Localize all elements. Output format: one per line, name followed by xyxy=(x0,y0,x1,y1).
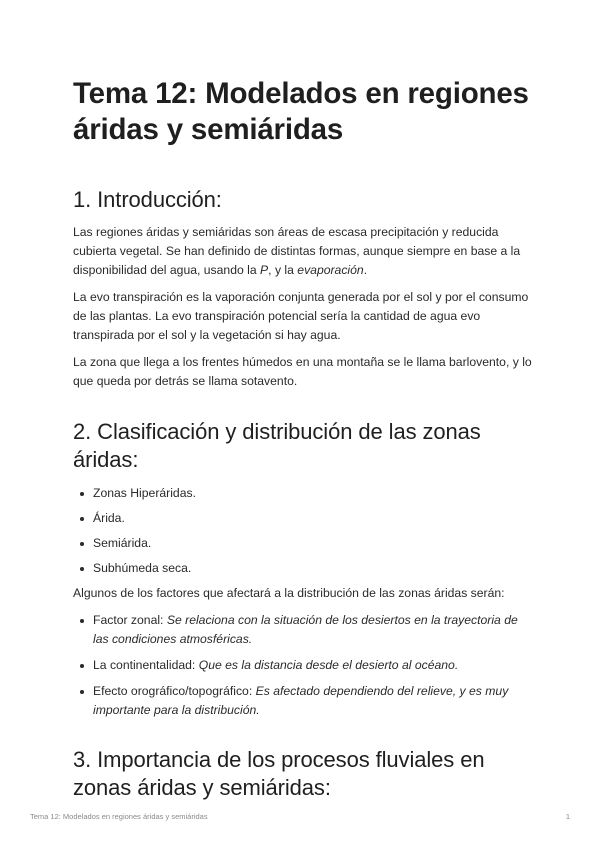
factor-label: Efecto orográfico/topográfico: xyxy=(93,684,256,698)
list-item-factor-zonal xyxy=(93,611,533,649)
paragraph-factors-intro: Algunos de los factores que afectará a la distribución de las zonas áridas serán: xyxy=(73,586,505,600)
emphasis-evaporacion: evaporación xyxy=(297,263,364,277)
factor-description: Que es la distancia desde el desierto al océano. xyxy=(198,658,459,672)
paragraph-intro-definition xyxy=(73,223,533,280)
list-item-continentalidad xyxy=(93,656,533,675)
factor-label: Factor zonal: xyxy=(93,613,167,627)
factors-list xyxy=(73,611,533,720)
factor-description: Se relaciona con la situación de los desiertos en la trayectoria de las condiciones atmosféricas. xyxy=(93,613,518,646)
document-page xyxy=(73,76,533,812)
factor-description: Es afectado dependiendo del relieve, y es muy importante para la distribución. xyxy=(93,684,509,717)
paragraph-text: , y la xyxy=(268,263,298,277)
paragraph-barlovento: La zona que llega a los frentes húmedos en una montaña se le llama barlovento, y lo que queda por detrás se llama sotavento. xyxy=(73,355,532,388)
section-heading-clasificacion: 2. Clasificación y distribución de las zonas áridas: xyxy=(73,419,481,472)
footer-title: Tema 12: Modelados en regiones áridas y semiáridas xyxy=(30,812,208,821)
list-item: Árida. xyxy=(93,509,533,528)
page-footer xyxy=(30,812,570,821)
list-item: Semiárida. xyxy=(93,534,533,553)
page-title: Tema 12: Modelados en regiones áridas y semiáridas xyxy=(73,77,529,146)
emphasis-p: P xyxy=(260,263,269,277)
factor-label: La continentalidad: xyxy=(93,658,199,672)
zones-list xyxy=(73,484,533,578)
paragraph-text: Las regiones áridas y semiáridas son áreas de escasa precipitación y reducida cubierta vegetal. Se han definido de distintas formas, aunque siempre en base a la disponibilidad del agua, usando la xyxy=(73,225,521,277)
section-heading-introduccion: 1. Introducción: xyxy=(73,187,222,212)
page-number: 1 xyxy=(565,812,570,821)
list-item: Subhúmeda seca. xyxy=(93,559,533,578)
section-heading-procesos-fluviales: 3. Importancia de los procesos fluviales en zonas áridas y semiáridas: xyxy=(73,747,485,800)
paragraph-evotranspiracion: La evo transpiración es la vaporación conjunta generada por el sol y por el consumo de las plantas. La evo transpiración potencial sería la cantidad de agua evo transpirada por el sol y la vegetación si hay agua. xyxy=(73,290,529,342)
paragraph-text: . xyxy=(363,263,368,277)
list-item: Zonas Hiperáridas. xyxy=(93,484,533,503)
list-item-efecto-orografico xyxy=(93,682,533,720)
